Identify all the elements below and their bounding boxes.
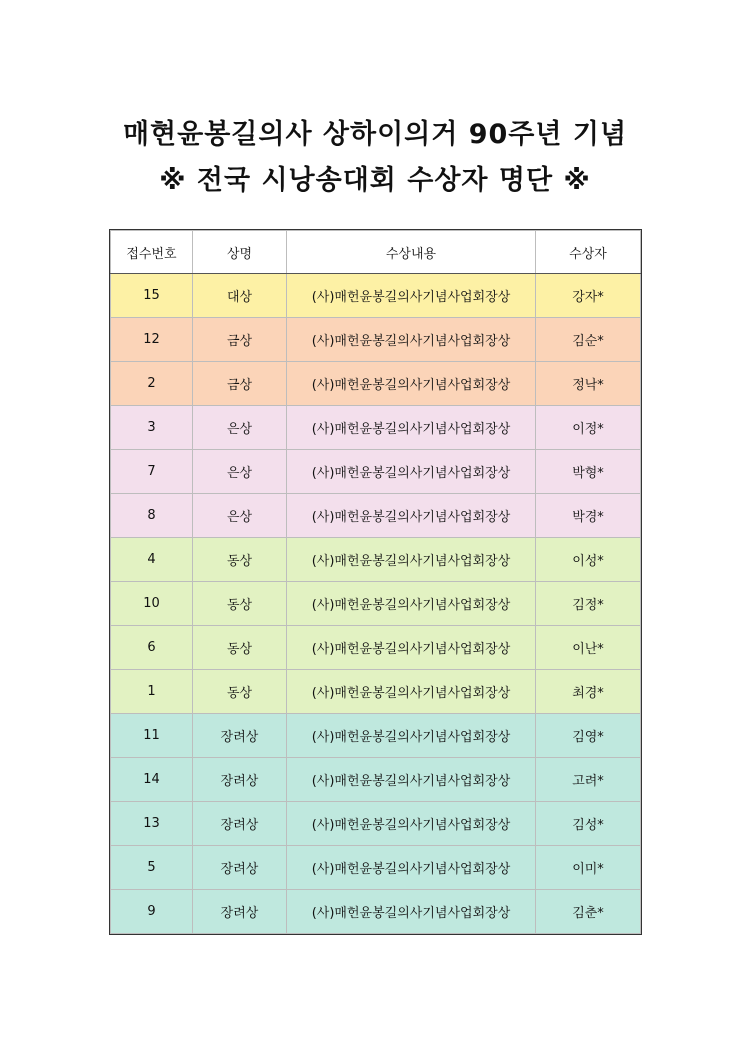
cell-award-content: (사)매헌윤봉길의사기념사업회장상 xyxy=(287,494,536,538)
table-row xyxy=(111,802,641,846)
cell-award-content: (사)매헌윤봉길의사기념사업회장상 xyxy=(287,626,536,670)
cell-winner: 김춘* xyxy=(536,890,641,934)
cell-award-name: 장려상 xyxy=(193,846,287,890)
table-row xyxy=(111,714,641,758)
cell-award-content: (사)매헌윤봉길의사기념사업회장상 xyxy=(287,450,536,494)
table-header xyxy=(111,231,641,274)
cell-winner: 정낙* xyxy=(536,362,641,406)
cell-winner: 이난* xyxy=(536,626,641,670)
cell-registration-number: 2 xyxy=(111,362,193,406)
cell-winner: 김영* xyxy=(536,714,641,758)
cell-award-name: 대상 xyxy=(193,274,287,318)
award-winners-table xyxy=(110,230,641,934)
cell-winner: 이미* xyxy=(536,846,641,890)
cell-winner: 강자* xyxy=(536,274,641,318)
cell-winner: 김성* xyxy=(536,802,641,846)
header-winner: 수상자 xyxy=(536,231,641,274)
table-row xyxy=(111,582,641,626)
cell-winner: 김순* xyxy=(536,318,641,362)
cell-award-name: 동상 xyxy=(193,626,287,670)
cell-award-content: (사)매헌윤봉길의사기념사업회장상 xyxy=(287,274,536,318)
cell-award-content: (사)매헌윤봉길의사기념사업회장상 xyxy=(287,670,536,714)
table-row xyxy=(111,318,641,362)
cell-award-content: (사)매헌윤봉길의사기념사업회장상 xyxy=(287,582,536,626)
cell-winner: 이성* xyxy=(536,538,641,582)
cell-award-content: (사)매헌윤봉길의사기념사업회장상 xyxy=(287,890,536,934)
cell-award-content: (사)매헌윤봉길의사기념사업회장상 xyxy=(287,846,536,890)
cell-registration-number: 11 xyxy=(111,714,193,758)
cell-winner: 박경* xyxy=(536,494,641,538)
document-title xyxy=(0,112,750,204)
table-row xyxy=(111,494,641,538)
cell-award-name: 동상 xyxy=(193,582,287,626)
cell-award-content: (사)매헌윤봉길의사기념사업회장상 xyxy=(287,538,536,582)
table-row xyxy=(111,846,641,890)
cell-winner: 이정* xyxy=(536,406,641,450)
cell-award-content: (사)매헌윤봉길의사기념사업회장상 xyxy=(287,362,536,406)
cell-registration-number: 13 xyxy=(111,802,193,846)
table-row xyxy=(111,362,641,406)
title-line-2: ※ 전국 시낭송대회 수상자 명단 ※ xyxy=(159,165,591,196)
cell-award-name: 장려상 xyxy=(193,890,287,934)
header-award-name: 상명 xyxy=(193,231,287,274)
cell-award-name: 장려상 xyxy=(193,802,287,846)
cell-award-content: (사)매헌윤봉길의사기념사업회장상 xyxy=(287,318,536,362)
cell-winner: 박형* xyxy=(536,450,641,494)
title-line-1: 매현윤봉길의사 상하이의거 90주년 기념 xyxy=(122,119,628,150)
cell-award-content: (사)매헌윤봉길의사기념사업회장상 xyxy=(287,406,536,450)
cell-award-name: 동상 xyxy=(193,538,287,582)
table-body xyxy=(111,274,641,934)
cell-registration-number: 4 xyxy=(111,538,193,582)
cell-registration-number: 6 xyxy=(111,626,193,670)
cell-registration-number: 10 xyxy=(111,582,193,626)
cell-award-name: 금상 xyxy=(193,362,287,406)
cell-registration-number: 15 xyxy=(111,274,193,318)
table-row xyxy=(111,758,641,802)
table-row xyxy=(111,538,641,582)
cell-winner: 김정* xyxy=(536,582,641,626)
header-registration-number: 접수번호 xyxy=(111,231,193,274)
cell-award-content: (사)매헌윤봉길의사기념사업회장상 xyxy=(287,714,536,758)
cell-award-name: 동상 xyxy=(193,670,287,714)
cell-award-content: (사)매헌윤봉길의사기념사업회장상 xyxy=(287,758,536,802)
table-row xyxy=(111,626,641,670)
table-row xyxy=(111,890,641,934)
cell-registration-number: 14 xyxy=(111,758,193,802)
cell-winner: 고려* xyxy=(536,758,641,802)
cell-award-name: 은상 xyxy=(193,494,287,538)
cell-registration-number: 5 xyxy=(111,846,193,890)
table-row xyxy=(111,274,641,318)
cell-award-name: 금상 xyxy=(193,318,287,362)
cell-award-name: 장려상 xyxy=(193,714,287,758)
cell-registration-number: 7 xyxy=(111,450,193,494)
cell-award-name: 은상 xyxy=(193,406,287,450)
cell-registration-number: 1 xyxy=(111,670,193,714)
cell-award-name: 은상 xyxy=(193,450,287,494)
cell-registration-number: 8 xyxy=(111,494,193,538)
table-row xyxy=(111,406,641,450)
table-row xyxy=(111,670,641,714)
cell-award-content: (사)매헌윤봉길의사기념사업회장상 xyxy=(287,802,536,846)
cell-registration-number: 9 xyxy=(111,890,193,934)
header-award-content: 수상내용 xyxy=(287,231,536,274)
table-header-row xyxy=(111,231,641,274)
cell-winner: 최경* xyxy=(536,670,641,714)
cell-registration-number: 12 xyxy=(111,318,193,362)
cell-award-name: 장려상 xyxy=(193,758,287,802)
cell-registration-number: 3 xyxy=(111,406,193,450)
table-row xyxy=(111,450,641,494)
